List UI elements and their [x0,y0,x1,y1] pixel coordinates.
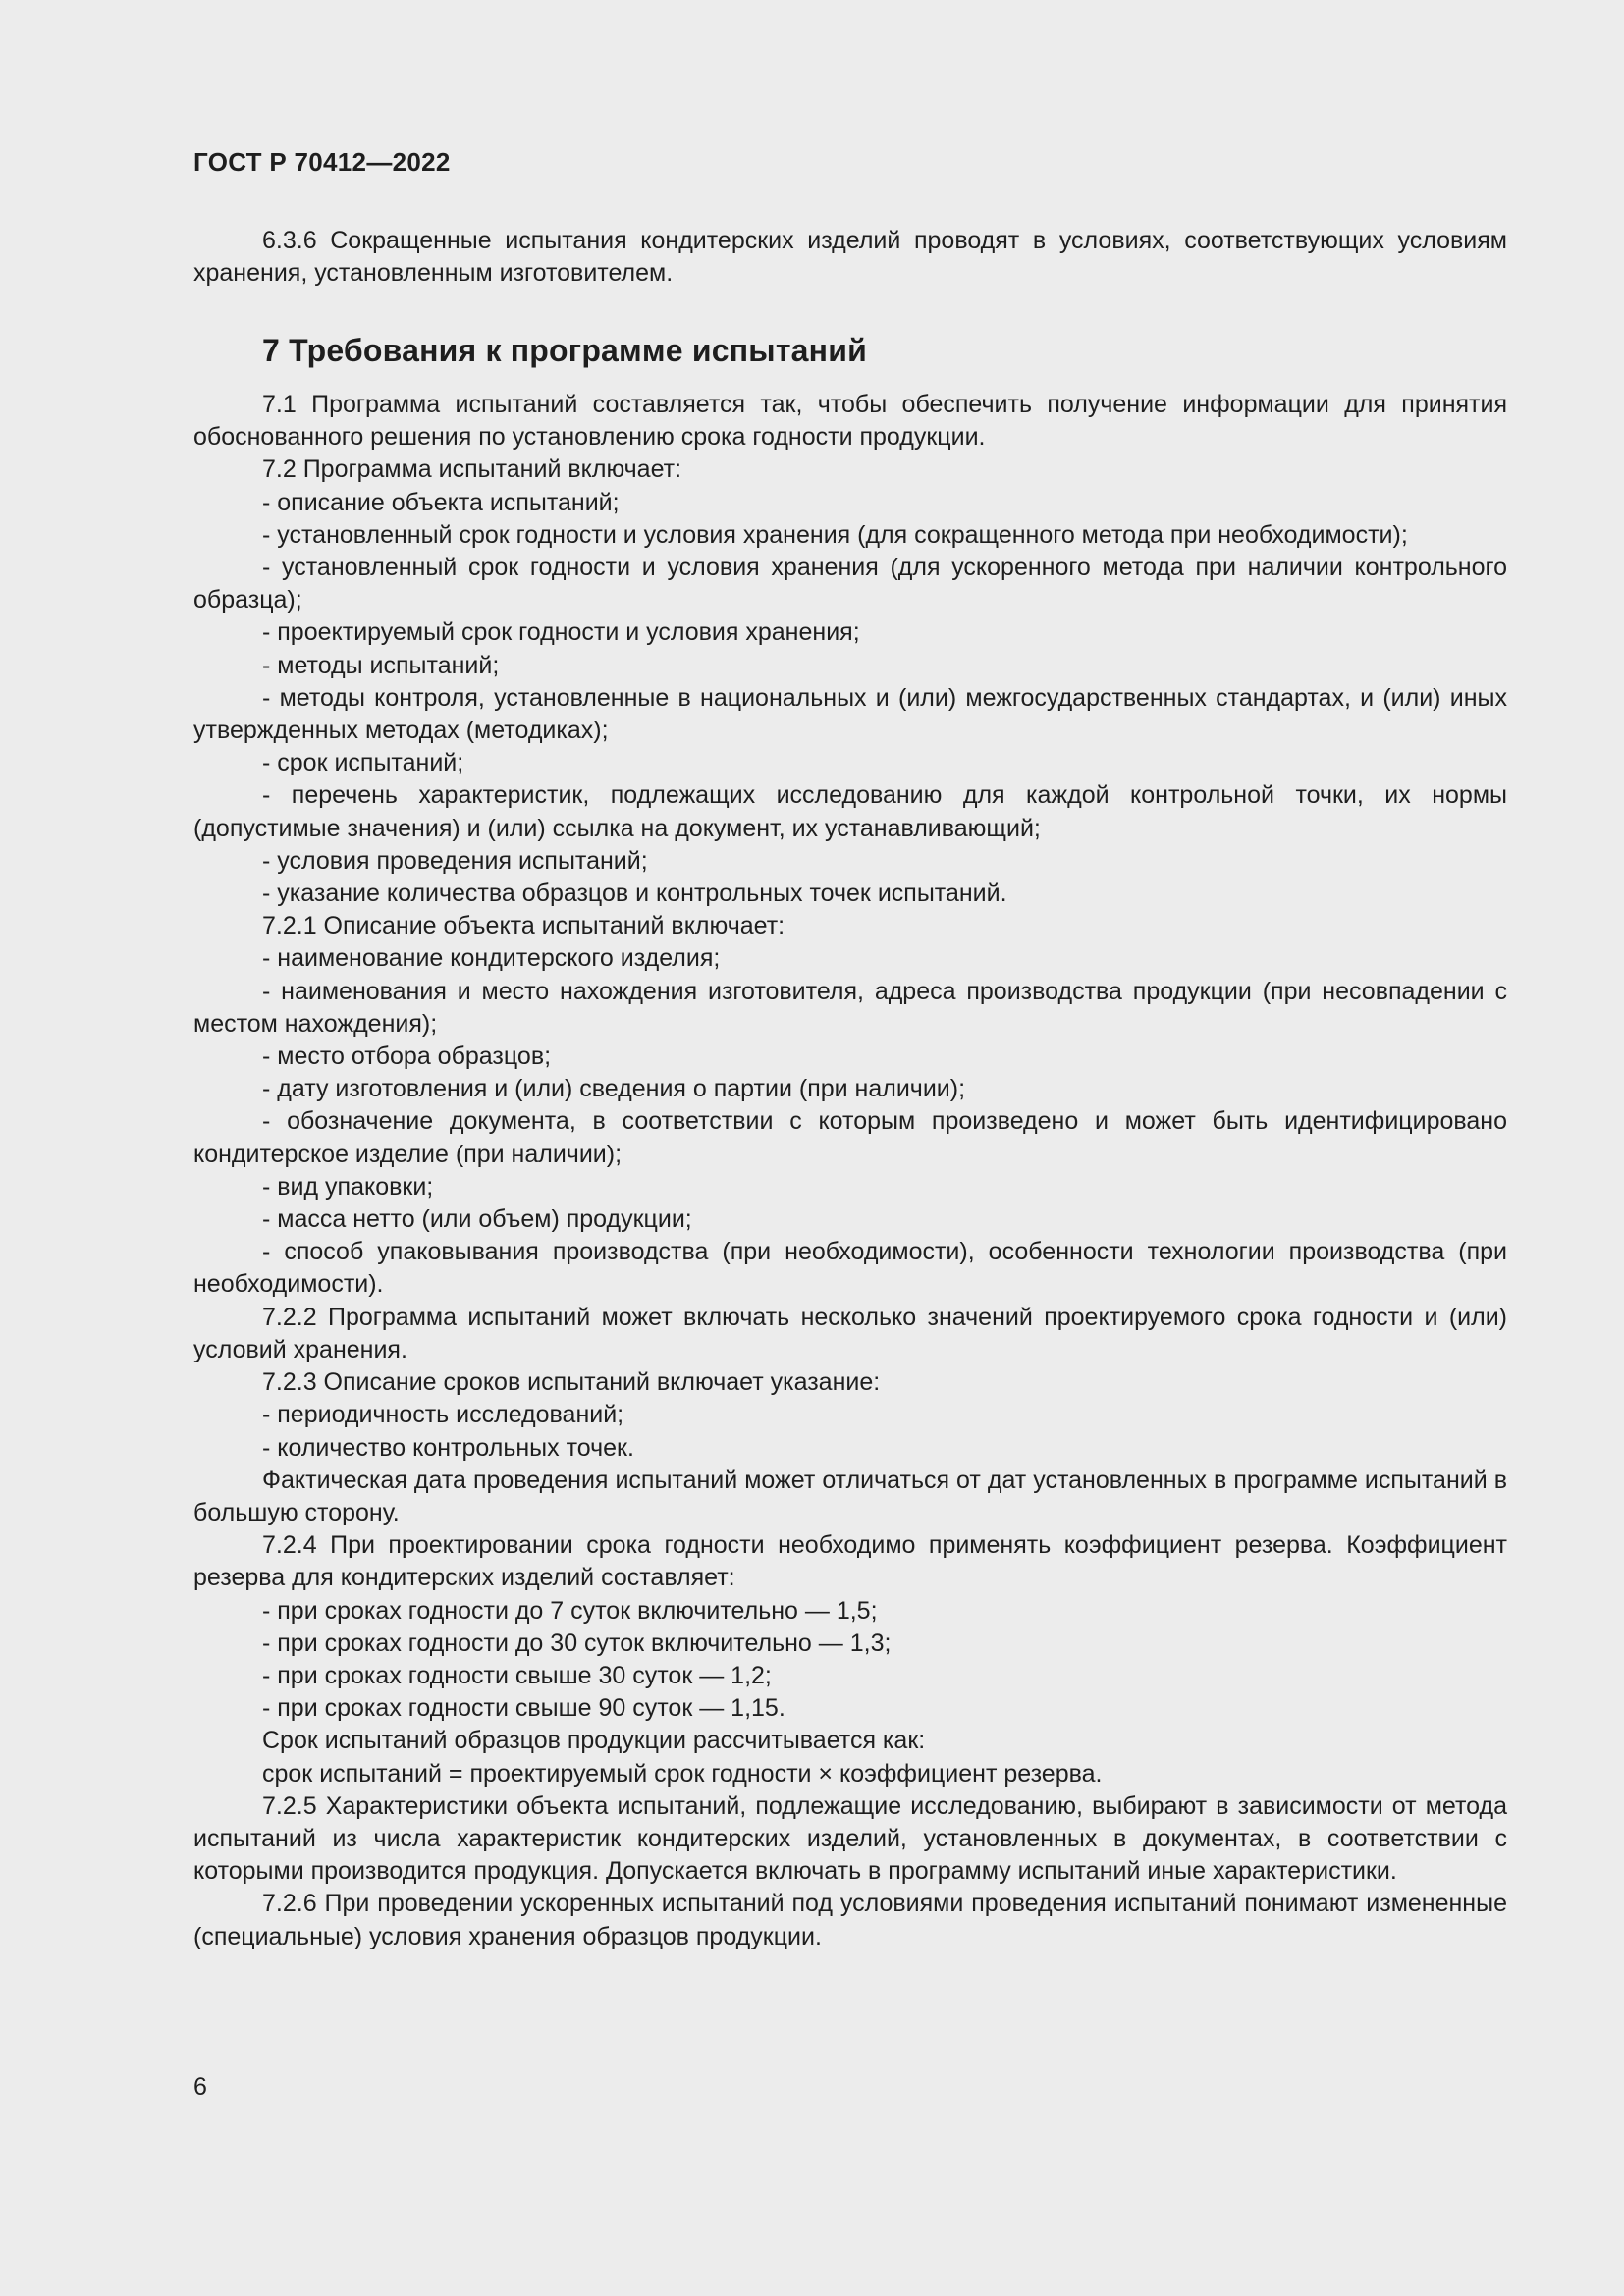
list-item: - при сроках годности свыше 30 суток — 1,2; [262,1661,772,1689]
list-item: - установленный срок годности и условия хранения (для сокращенного метода при необходимости); [262,520,1408,549]
list-item: - при сроках годности до 7 суток включительно — 1,5; [262,1596,878,1625]
section-title: 7 Требования к программе испытаний [262,333,867,368]
paragraph: Срок испытаний образцов продукции рассчитывается как: [262,1727,926,1755]
list-item: - проектируемый срок годности и условия хранения; [262,618,860,647]
list-item: - дату изготовления и (или) сведения о партии (при наличии); [262,1075,966,1103]
paragraph: 7.2.1 Описание объекта испытаний включает: [262,912,785,940]
paragraph: 7.2.5 Характеристики объекта испытаний, подлежащие исследованию, выбирают в зависимости от метода испытаний из числа характеристик кондитерских изделий, установленных в документах, в соответствии с которыми производится продукция. Допускается включать в программу испытаний иные характеристики. [193,1791,1507,1886]
list-item: - наименование кондитерского изделия; [262,944,721,973]
list-item: - масса нетто (или объем) продукции; [262,1205,692,1234]
paragraph: 7.1 Программа испытаний составляется так, чтобы обеспечить получение информации для принятия обоснованного решения по установлению срока годности продукции. [193,391,1507,452]
list-item: - установленный срок годности и условия хранения (для ускоренного метода при наличии контрольного образца); [193,554,1507,614]
paragraph: 7.2.3 Описание сроков испытаний включает указание: [262,1368,881,1397]
list-item: - место отбора образцов; [262,1042,552,1071]
list-item: - методы испытаний; [262,651,500,679]
list-item: - срок испытаний; [262,749,464,777]
list-item: - при сроках годности до 30 суток включительно — 1,3; [262,1629,892,1657]
paragraph: Фактическая дата проведения испытаний может отличаться от дат установленных в программе испытаний в большую сторону. [193,1466,1507,1526]
paragraph: 7.2.6 При проведении ускоренных испытаний под условиями проведения испытаний понимают измененные (специальные) условия хранения образцов продукции. [193,1890,1507,1950]
list-item: - описание объекта испытаний; [262,488,620,516]
list-item: - вид упаковки; [262,1172,434,1201]
page-number: 6 [193,2073,207,2101]
list-item: - перечень характеристик, подлежащих исследованию для каждой контрольной точки, их нормы (допустимые значения) и (или) ссылка на документ, их устанавливающий; [193,781,1507,842]
paragraph: 7.2.4 При проектировании срока годности необходимо применять коэффициент резерва. Коэффициент резерва для кондитерских изделий составляет: [193,1531,1507,1592]
list-item: - наименования и место нахождения изготовителя, адреса производства продукции (при несовпадении с местом нахождения); [193,977,1507,1038]
paragraph: 7.2.2 Программа испытаний может включать несколько значений проектируемого срока годности и (или) условий хранения. [193,1303,1507,1363]
list-item: - указание количества образцов и контрольных точек испытаний. [262,880,1007,908]
list-item: - методы контроля, установленные в национальных и (или) межгосударственных стандартах, и (или) иных утвержденных методах (методиках); [193,683,1507,745]
list-item: - способ упаковывания производства (при необходимости), особенности технологии производства (при необходимости). [193,1238,1507,1299]
list-item: - обозначение документа, в соответствии с которым произведено и может быть идентифицировано кондитерское изделие (при наличии); [193,1107,1507,1168]
list-item: - периодичность исследований; [262,1401,624,1429]
section-body [193,389,1507,1953]
paragraph-6-3-6: 6.3.6 Сокращенные испытания кондитерских изделий проводят в условиях, соответствующих условиям хранения, установленным изготовителем. [193,227,1507,288]
list-item: - количество контрольных точек. [262,1433,634,1462]
list-item: - при сроках годности свыше 90 суток — 1,15. [262,1694,785,1723]
document-code-header: ГОСТ Р 70412—2022 [193,147,451,177]
intro-block [193,225,1507,290]
paragraph: 7.2 Программа испытаний включает: [262,455,682,484]
list-item: - условия проведения испытаний; [262,846,648,875]
paragraph: срок испытаний = проектируемый срок годности × коэффициент резерва. [262,1759,1103,1788]
